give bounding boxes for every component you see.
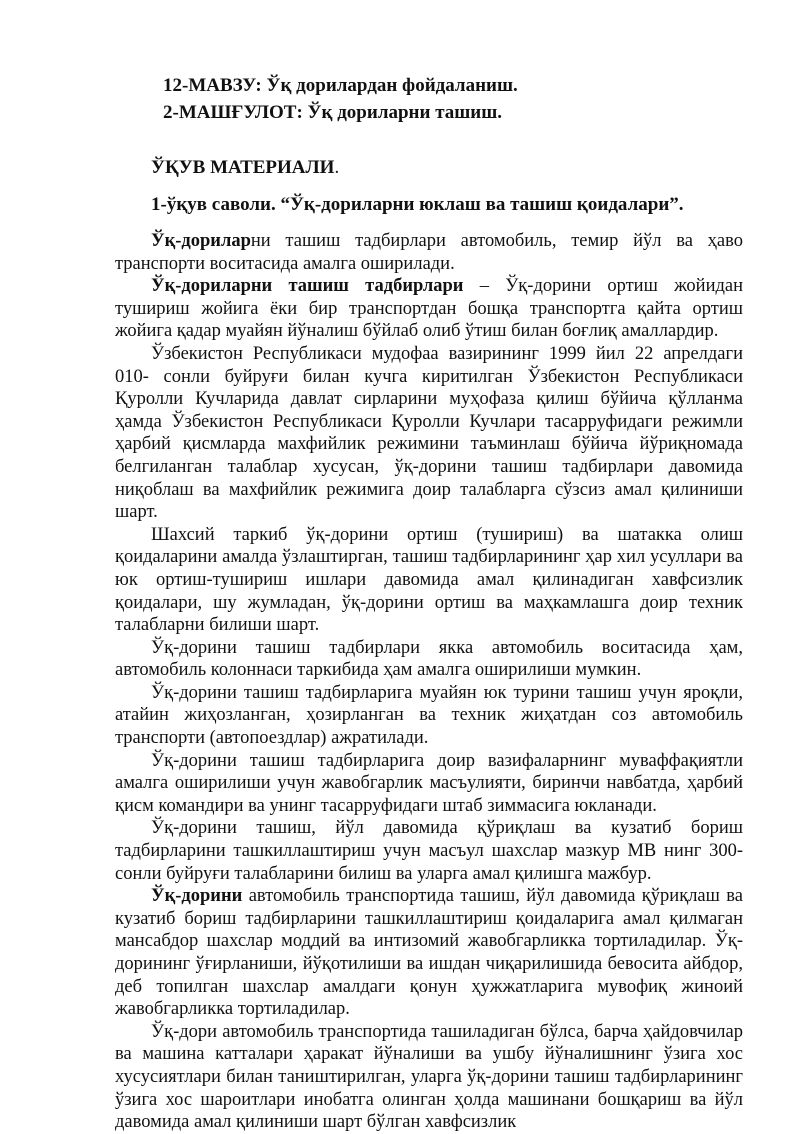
paragraph <box>115 343 743 524</box>
document-page <box>115 72 743 1134</box>
paragraph-text: – Ўқ-дорини ортиш жойидан тушириш жойига ёки бир транспортдан бошқа транспортга қайта ортиш жойига қадар муайян йўналиш бўйлаб олиб ўтиш билан боғлиқ амаллардир. <box>115 276 743 342</box>
paragraph <box>115 275 743 343</box>
paragraph <box>115 637 743 682</box>
paragraph <box>115 230 743 275</box>
paragraph-text: Ўзбекистон Республикаси мудофаа вазирининг 1999 йил 22 апрелдаги 010- сонли буйруғи билан кучга киритилган Ўзбекистон Республикаси Қуролли Кучларида давлат сирларини муҳофаза қилиш бўйича қўлланма ҳамда Ўзбекистон Республикаси Қуролли Кучлари тасарруфидаги режимли ҳарбий қисмларда махфийлик режимини таъминлаш бўйича йўриқномада белгиланган талаблар хусусан, ўқ-дорини ташиш тадбирлари давомида ниқоблаш ва махфийлик режимига доир талабларга сўзсиз амал қилиниши шарт. <box>115 343 743 523</box>
paragraph <box>115 885 743 1021</box>
lesson-heading: 2-МАШҒУЛОТ: Ўқ дориларни ташиш. <box>163 102 503 123</box>
paragraph-text: Ўқ-дорини ташиш, йўл давомида қўриқлаш ва кузатиб бориш тадбирларини ташкиллаштириш учун масъул шахслар мазкур МВ нинг 300-сонли буйруғи талабларини билиш ва уларга амал қилишга мажбур. <box>115 818 743 884</box>
question-number: 1 <box>151 194 161 215</box>
paragraph-bold-lead: Ўқ-дориларни ташиш тадбирлари <box>151 276 464 297</box>
section-title-dot: . <box>334 157 340 178</box>
paragraph-text: Ўқ-дорини ташиш тадбирларига муайян юк турини ташиш учун яроқли, атайин жиҳозланган, ҳозирланган ва техник жиҳатдан соз автомобиль транспорти (автопоездлар) ажратилади. <box>115 682 743 749</box>
paragraph-bold-lead: Ўқ-дорилар <box>151 231 251 251</box>
paragraph <box>115 1021 743 1134</box>
paragraph-text: Ўқ-дорини ташиш тадбирлари якка автомобиль воситасида ҳам, автомобиль колоннаси таркибида ҳам амалга оширилиши мумкин. <box>115 637 743 681</box>
paragraph-text: Шахсий таркиб ўқ-дорини ортиш (тушириш) ва шатакка олиш қоидаларини амалда ўзлаштирган, ташиш тадбирларининг ҳар хил усуллари ва юк ортиш-тушириш ишлари давомида амал қилинадиган хавфсизлик қоидалари, шу жумладан, ўқ-дорини ортиш ва маҳкамлашга доир техник талабларни билиши шарт. <box>115 524 743 636</box>
paragraph <box>115 750 743 818</box>
paragraph-bold-lead: Ўқ-дорини <box>151 886 243 907</box>
body-text <box>115 230 743 1134</box>
paragraph-text: ни ташиш тадбирлари автомобиль, темир йўл ва ҳаво транспорти воситасида амалга оширилади. <box>115 231 743 274</box>
heading-block <box>163 72 743 126</box>
paragraph <box>115 682 743 750</box>
paragraph-text: Ўқ-дорини ташиш тадбирларига доир вазифаларнинг муваффақиятли амалга оширилиши учун жавобгарлик масъулияти, биринчи навбатда, ҳарбий қисм командири ва унинг тасарруфидаги штаб зиммасига юкланади. <box>115 750 743 816</box>
question-text: -ўқув саволи. “Ўқ-дориларни юклаш ва ташиш қоидалари”. <box>160 194 684 215</box>
paragraph-text: автомобиль транспортида ташиш, йўл давомида қўриқлаш ва кузатиб бориш тадбирларини ташкиллаштириш қоидаларига амал қилмаган мансабдор шахслар моддий ва интизомий жавобгарликка тортиладилар. Ўқ-дорининг ўғирланиши, йўқотилиши ва ишдан чиқарилишида бевосита айбдор, деб топилган шахслар амалдаги қонун ҳужжатларига мувофиқ жиноий жавобгарликка тортиладилар. <box>115 886 743 1020</box>
section-title-text: ЎҚУВ МАТЕРИАЛИ <box>151 157 335 178</box>
topic-heading: 12-МАВЗУ: Ўқ дорилардан фойдаланиш. <box>163 75 518 96</box>
paragraph <box>115 817 743 885</box>
question-heading <box>151 191 743 218</box>
section-title <box>151 154 743 181</box>
paragraph-text: Ўқ-дори автомобиль транспортида ташиладиган бўлса, барча ҳайдовчилар ва машина катталари ҳаракат йўналиши ва ушбу йўналишнинг ўзига хос хусусиятлари билан таништирилган, уларга ўқ-дорини ташиш тадбирларининг ўзига хос шароитлари инобатга олинган ҳолда машинани бошқариш ва йўл давомида амал қилиниши шарт бўлган хавфсизлик <box>115 1021 743 1133</box>
paragraph <box>115 524 743 637</box>
